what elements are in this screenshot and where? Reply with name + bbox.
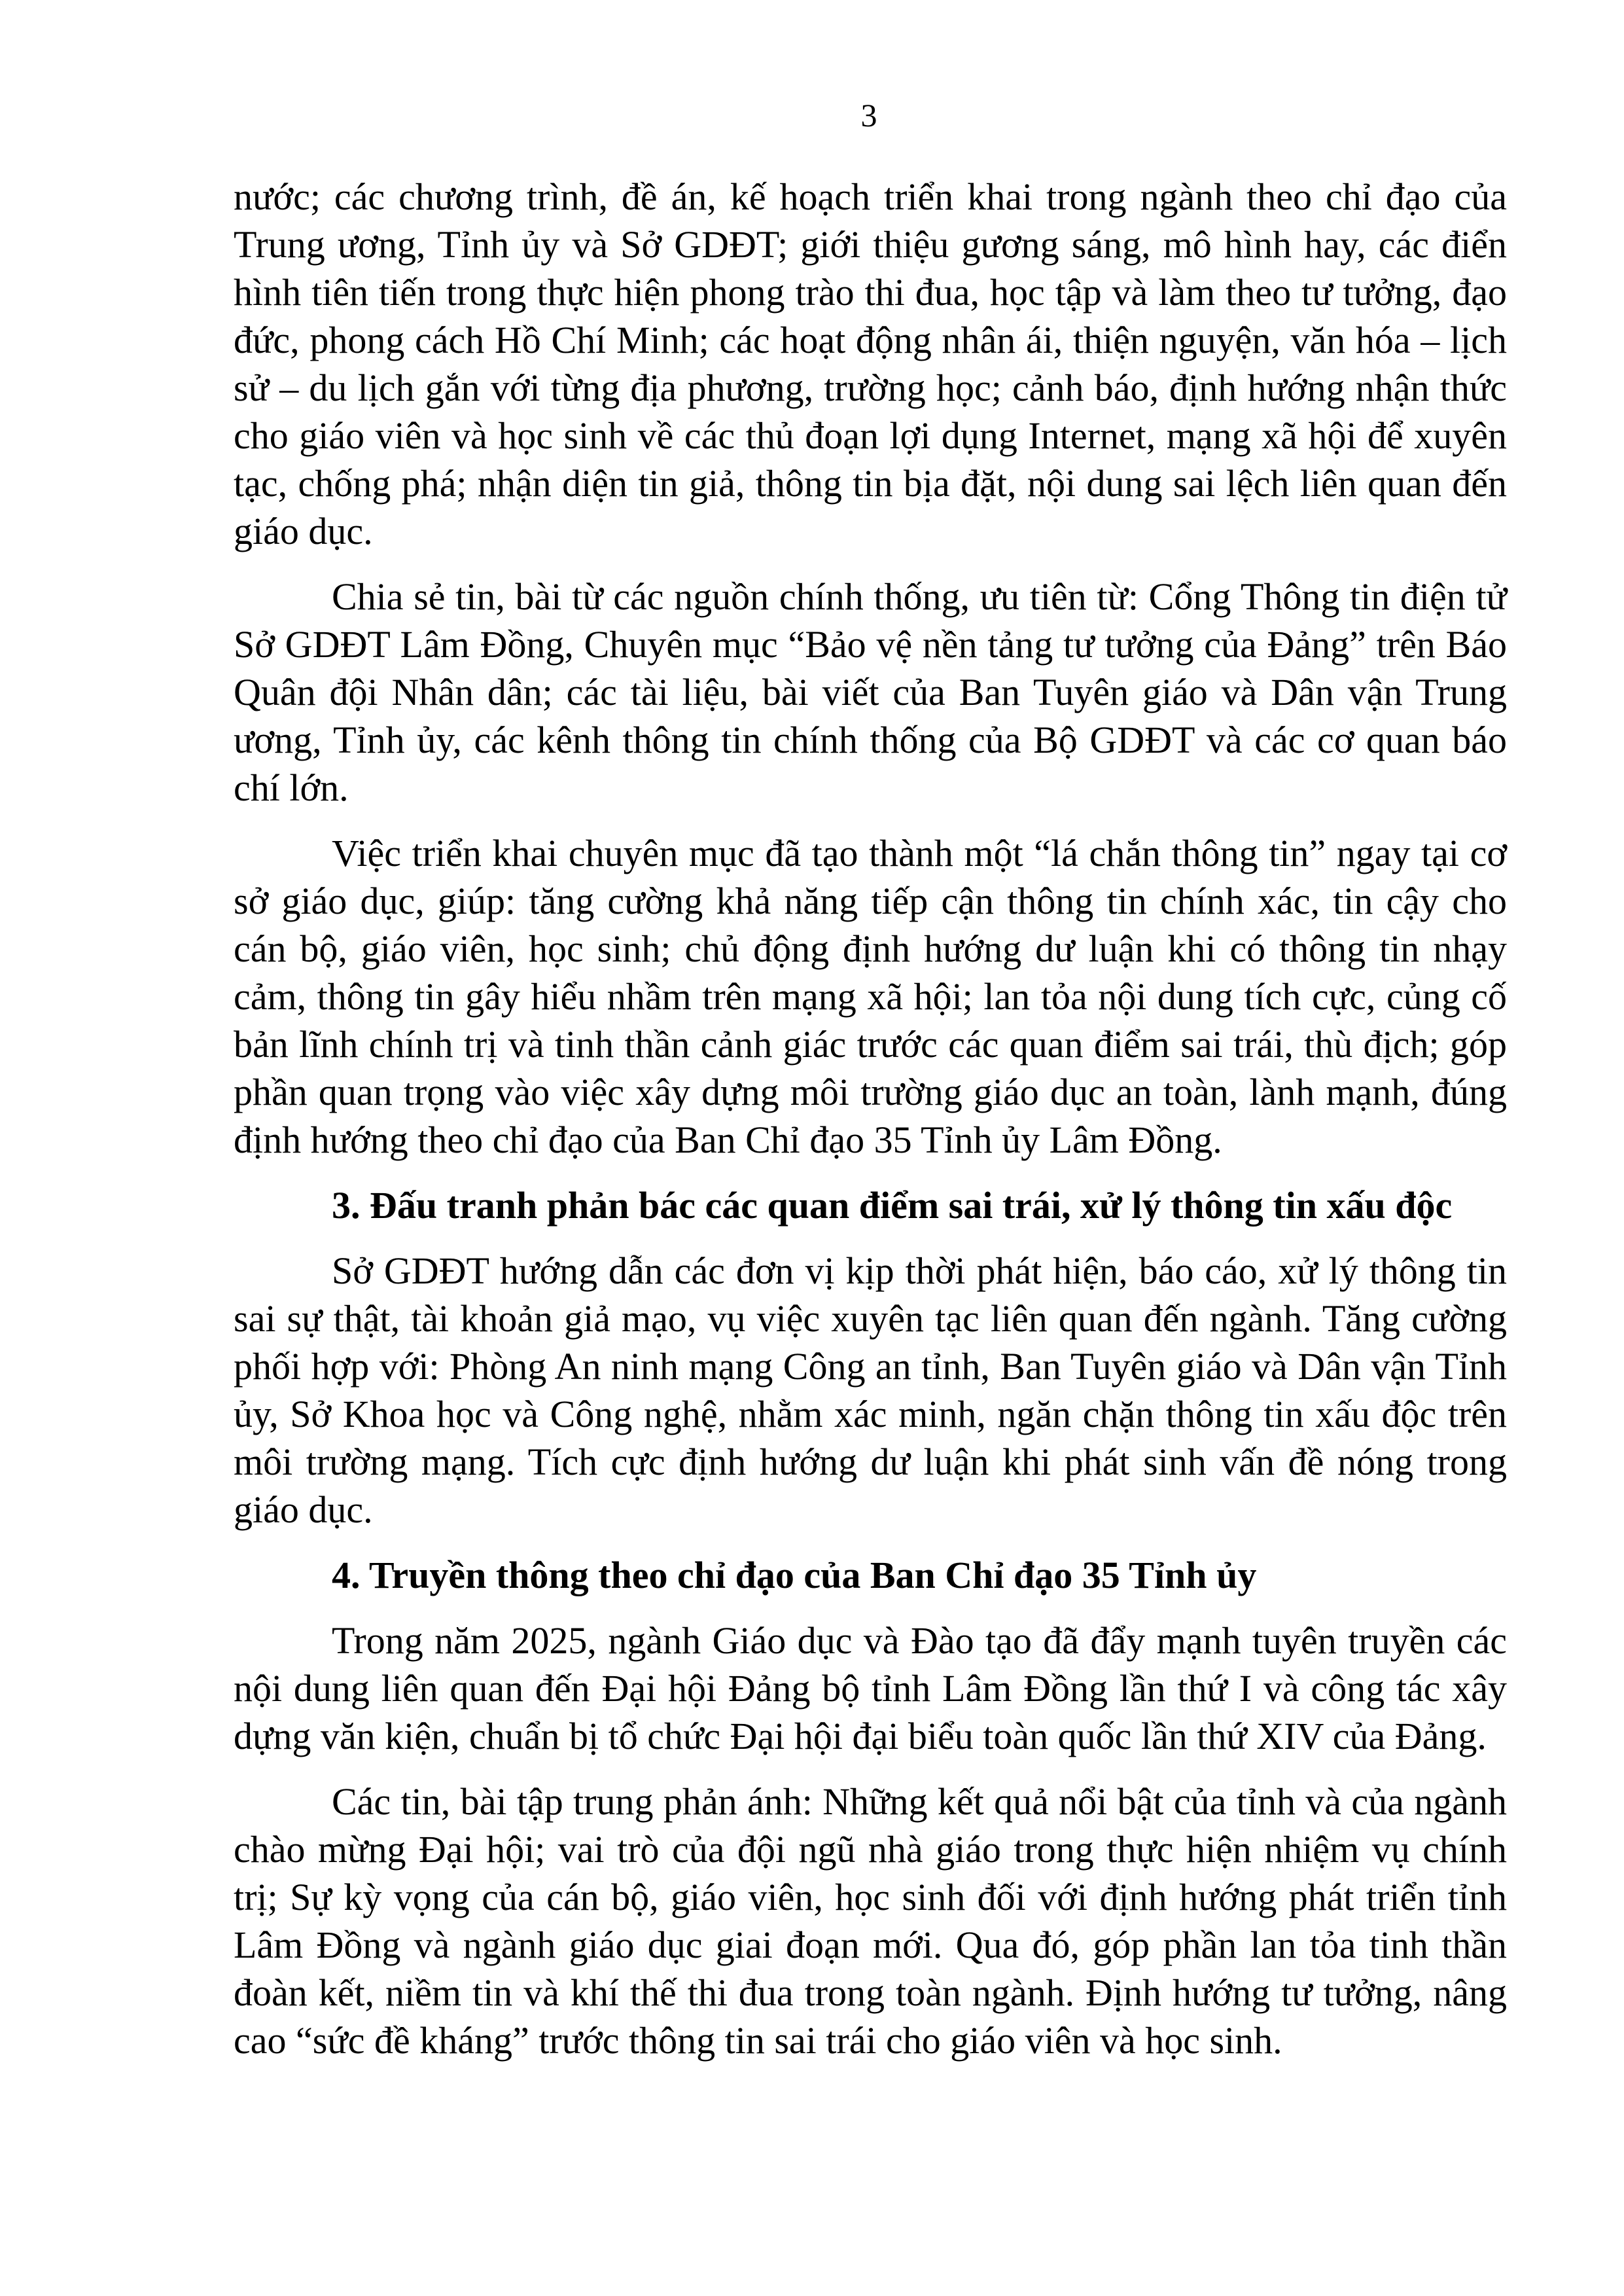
paragraph-line: phối hợp với: Phòng An ninh mạng Công an tỉnh, Ban Tuyên giáo và Dân vận Tỉnh <box>234 1345 1507 1388</box>
paragraph-line: Các tin, bài tập trung phản ánh: Những kết quả nổi bật của tỉnh và của ngành <box>332 1780 1507 1823</box>
paragraph-line: nước; các chương trình, đề án, kế hoạch triển khai trong ngành theo chỉ đạo của <box>234 175 1507 218</box>
paragraph-line: đoàn kết, niềm tin và khí thế thi đua trong toàn ngành. Định hướng tư tưởng, nâng <box>234 1971 1507 2014</box>
paragraph-line: Sở GDĐT hướng dẫn các đơn vị kịp thời phát hiện, báo cáo, xử lý thông tin <box>332 1249 1507 1292</box>
paragraph-line: sở giáo dục, giúp: tăng cường khả năng tiếp cận thông tin chính xác, tin cậy cho <box>234 880 1507 922</box>
paragraph <box>234 1778 1507 2064</box>
paragraph-line: đức, phong cách Hồ Chí Minh; các hoạt động nhân ái, thiện nguyện, văn hóa – lịch <box>234 319 1507 361</box>
paragraph-line: sai sự thật, tài khoản giả mạo, vụ việc xuyên tạc liên quan đến ngành. Tăng cường <box>234 1297 1507 1340</box>
paragraph-line: ủy, Sở Khoa học và Công nghệ, nhằm xác minh, ngăn chặn thông tin xấu độc trên <box>234 1393 1507 1435</box>
paragraph-line: định hướng theo chỉ đạo của Ban Chỉ đạo 35 Tỉnh ủy Lâm Đồng. <box>234 1119 1222 1161</box>
paragraph <box>234 573 1507 812</box>
paragraph-line: sử – du lịch gắn với từng địa phương, trường học; cảnh báo, định hướng nhận thức <box>234 367 1507 409</box>
paragraph-line: cao “sức đề kháng” trước thông tin sai trái cho giáo viên và học sinh. <box>234 2019 1282 2062</box>
paragraph-line: cán bộ, giáo viên, học sinh; chủ động định hướng dư luận khi có thông tin nhạy <box>234 927 1507 970</box>
paragraph-line: Trong năm 2025, ngành Giáo dục và Đào tạo đã đẩy mạnh tuyên truyền các <box>332 1619 1507 1662</box>
paragraph <box>234 1617 1507 1760</box>
paragraph-line: Quân đội Nhân dân; các tài liệu, bài viết của Ban Tuyên giáo và Dân vận Trung <box>234 671 1507 713</box>
paragraph-line: nội dung liên quan đến Đại hội Đảng bộ tỉnh Lâm Đồng lần thứ I và công tác xây <box>234 1667 1507 1710</box>
paragraph-line: cho giáo viên và học sinh về các thủ đoạn lợi dụng Internet, mạng xã hội để xuyên <box>234 414 1507 457</box>
paragraph-line: phần quan trọng vào việc xây dựng môi trường giáo dục an toàn, lành mạnh, đúng <box>234 1071 1507 1113</box>
paragraph-line: Chia sẻ tin, bài từ các nguồn chính thống, ưu tiên từ: Cổng Thông tin điện tử <box>332 575 1507 618</box>
paragraph-line: giáo dục. <box>234 510 373 552</box>
paragraph <box>234 173 1507 555</box>
page-number: 3 <box>860 97 877 134</box>
paragraph-line: bản lĩnh chính trị và tinh thần cảnh giác trước các quan điểm sai trái, thù địch; góp <box>234 1023 1507 1066</box>
section-heading-text: 3. Đấu tranh phản bác các quan điểm sai trái, xử lý thông tin xấu độc <box>332 1184 1453 1227</box>
section-heading-text: 4. Truyền thông theo chỉ đạo của Ban Chỉ đạo 35 Tỉnh ủy <box>332 1554 1257 1596</box>
paragraph <box>234 829 1507 1164</box>
paragraph-line: ương, Tỉnh ủy, các kênh thông tin chính thống của Bộ GDĐT và các cơ quan báo <box>234 719 1507 761</box>
section-heading <box>234 1181 1507 1229</box>
paragraph-line: chào mừng Đại hội; vai trò của đội ngũ nhà giáo trong thực hiện nhiệm vụ chính <box>234 1828 1507 1871</box>
paragraph-line: giáo dục. <box>234 1488 373 1531</box>
paragraph-line: chí lớn. <box>234 766 349 809</box>
paragraph-line: Trung ương, Tỉnh ủy và Sở GDĐT; giới thiệu gương sáng, mô hình hay, các điển <box>234 223 1507 266</box>
paragraph-line: Lâm Đồng và ngành giáo dục giai đoạn mới. Qua đó, góp phần lan tỏa tinh thần <box>234 1924 1507 1966</box>
paragraph-line: trị; Sự kỳ vọng của cán bộ, giáo viên, học sinh đối với định hướng phát triển tỉnh <box>234 1876 1507 1918</box>
section-heading <box>234 1551 1507 1599</box>
paragraph-line: Việc triển khai chuyên mục đã tạo thành một “lá chắn thông tin” ngay tại cơ <box>332 832 1507 874</box>
document-body <box>234 173 1507 2064</box>
paragraph-line: Sở GDĐT Lâm Đồng, Chuyên mục “Bảo vệ nền tảng tư tưởng của Đảng” trên Báo <box>234 623 1507 666</box>
paragraph-line: cảm, thông tin gây hiểu nhầm trên mạng xã hội; lan tỏa nội dung tích cực, củng cố <box>234 975 1507 1018</box>
paragraph-line: hình tiên tiến trong thực hiện phong trào thi đua, học tập và làm theo tư tưởng, đạo <box>234 271 1507 314</box>
paragraph-line: tạc, chống phá; nhận diện tin giả, thông tin bịa đặt, nội dung sai lệch liên quan đến <box>234 462 1507 505</box>
paragraph <box>234 1247 1507 1534</box>
paragraph-line: dựng văn kiện, chuẩn bị tổ chức Đại hội đại biểu toàn quốc lần thứ XIV của Đảng. <box>234 1715 1487 1757</box>
paragraph-line: môi trường mạng. Tích cực định hướng dư luận khi phát sinh vấn đề nóng trong <box>234 1441 1507 1483</box>
